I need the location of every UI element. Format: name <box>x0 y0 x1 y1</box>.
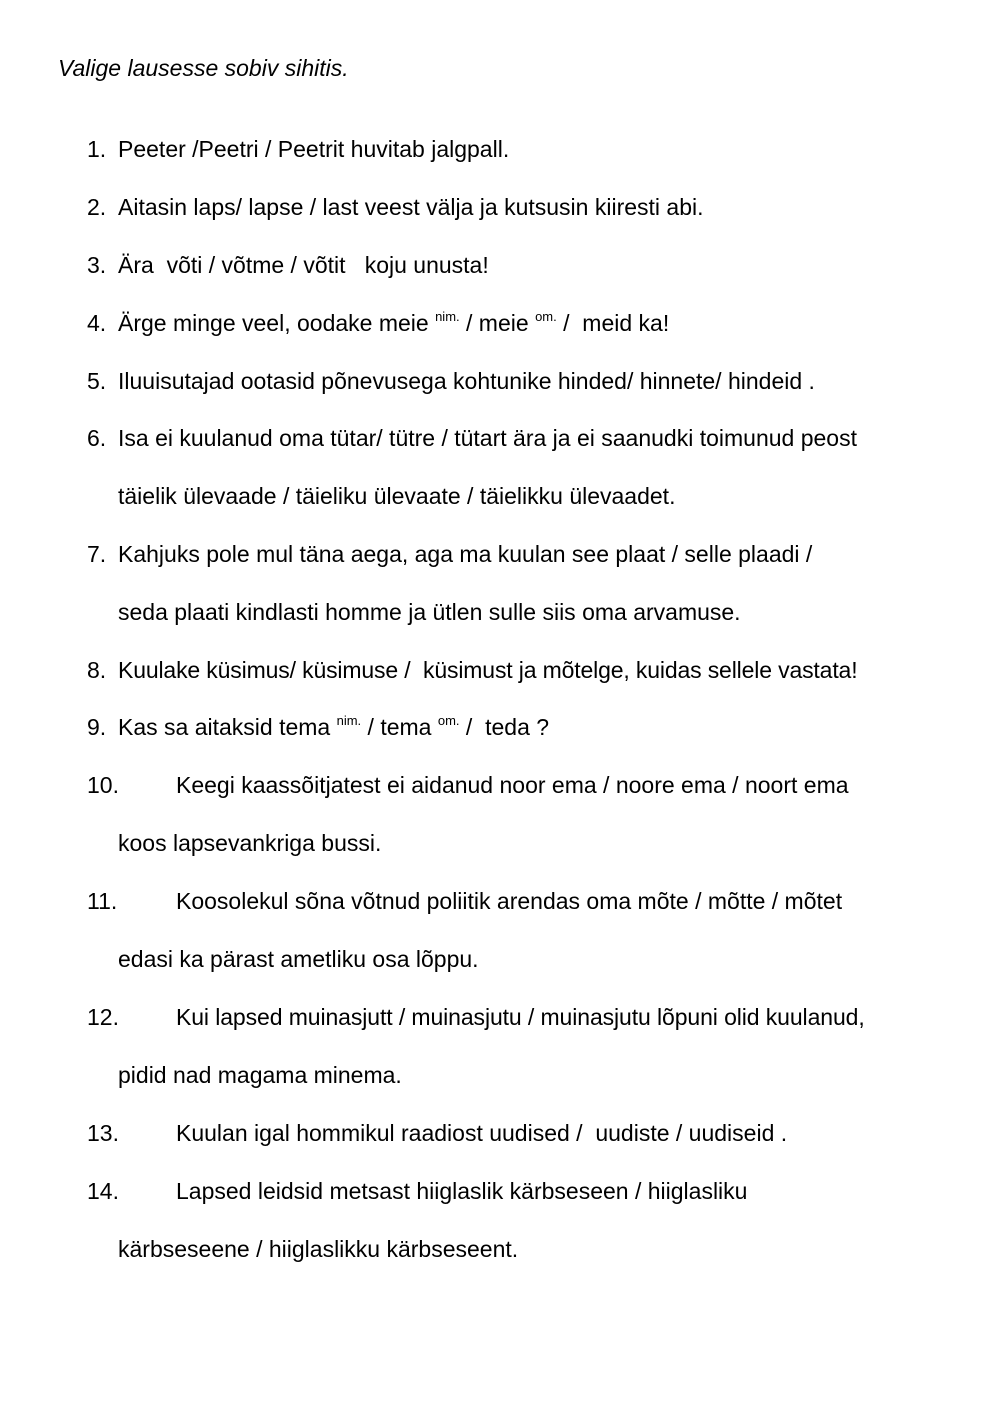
item-number: 8. <box>87 657 107 683</box>
item-text-part: / teda ? <box>459 714 550 740</box>
item-number: 5. <box>87 368 107 394</box>
item-text-continued: täielik ülevaade / täieliku ülevaate / täielikku ülevaadet. <box>118 483 676 509</box>
item-number: 6. <box>87 425 107 451</box>
item-text-part: / meid ka! <box>556 310 670 336</box>
item-text: Keegi kaassõitjatest ei aidanud noor ema / noore ema / noort ema <box>176 772 849 798</box>
item-number: 2. <box>87 194 107 220</box>
item-number: 7. <box>87 541 107 567</box>
item-number: 11. <box>87 888 118 914</box>
item-text-part: / meie <box>459 310 536 336</box>
item-text: Kuulan igal hommikul raadiost uudised / uudiste / uudiseid . <box>176 1120 788 1146</box>
item-number: 3. <box>87 252 107 278</box>
superscript-nim: nim. <box>336 713 362 728</box>
item-text: Lapsed leidsid metsast hiiglaslik kärbseseen / hiiglasliku <box>176 1178 748 1204</box>
item-text-continued: pidid nad magama minema. <box>118 1062 402 1088</box>
item-text: Iluuisutajad ootasid põnevusega kohtunike hinded/ hinnete/ hindeid . <box>118 368 815 394</box>
item-text-continued: koos lapsevankriga bussi. <box>118 830 382 856</box>
item-text <box>118 712 549 742</box>
item-number: 9. <box>87 714 107 740</box>
page-title: Valige lausesse sobiv sihitis. <box>58 55 349 81</box>
item-number: 4. <box>87 310 107 336</box>
item-number: 13. <box>87 1120 119 1146</box>
item-text: Kuulake küsimus/ küsimuse / küsimust ja mõtelge, kuidas sellele vastata! <box>118 657 858 683</box>
item-text: Ära võti / võtme / võtit koju unusta! <box>118 252 489 278</box>
item-text-continued: kärbseseene / hiiglaslikku kärbseseent. <box>118 1236 519 1262</box>
superscript-om: om. <box>535 309 557 324</box>
superscript-nim: nim. <box>435 309 460 324</box>
item-text: Kahjuks pole mul täna aega, aga ma kuulan see plaat / selle plaadi / <box>118 541 813 567</box>
item-text: Aitasin laps/ lapse / last veest välja ja kutsusin kiiresti abi. <box>118 194 704 220</box>
item-text: Peeter /Peetri / Peetrit huvitab jalgpall. <box>118 136 510 162</box>
item-text-part: Ärge minge veel, oodake meie <box>118 310 436 336</box>
item-text-continued: edasi ka pärast ametliku osa lõppu. <box>118 946 479 972</box>
item-number: 14. <box>87 1178 119 1204</box>
item-text-part: Kas sa aitaksid tema <box>118 714 337 740</box>
item-number: 1. <box>87 136 107 162</box>
item-number: 10. <box>87 772 119 798</box>
item-text-part: / tema <box>361 714 438 740</box>
item-text-continued: seda plaati kindlasti homme ja ütlen sulle siis oma arvamuse. <box>118 599 741 625</box>
item-text: Isa ei kuulanud oma tütar/ tütre / tütart ära ja ei saanudki toimunud peost <box>118 425 857 451</box>
item-number: 12. <box>87 1004 119 1030</box>
item-text <box>118 308 669 338</box>
item-text: Koosolekul sõna võtnud poliitik arendas oma mõte / mõtte / mõtet <box>176 888 843 914</box>
superscript-om: om. <box>437 713 460 728</box>
item-text: Kui lapsed muinasjutt / muinasjutu / muinasjutu lõpuni olid kuulanud, <box>176 1004 865 1030</box>
